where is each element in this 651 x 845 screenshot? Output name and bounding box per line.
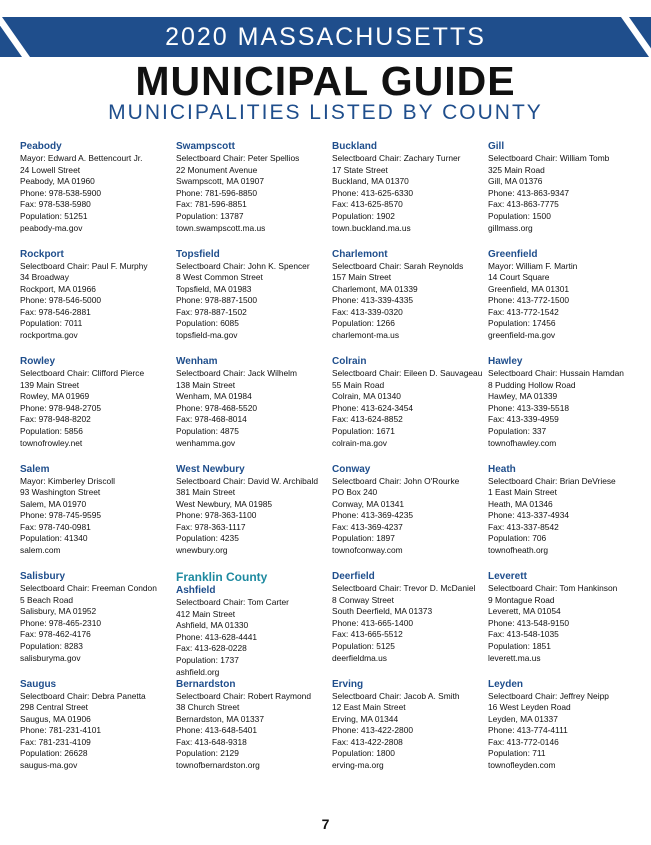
municipality-detail-line: Population: 1671 xyxy=(332,425,395,436)
municipality-detail-line: townofrowley.net xyxy=(20,437,83,448)
municipality-detail-line: Gill, MA 01376 xyxy=(488,176,543,187)
municipality-detail-line: Selectboard Chair: Tom Hankinson xyxy=(488,583,618,593)
municipality-detail-line: Selectboard Chair: Robert Raymond xyxy=(176,690,311,701)
municipality-detail-line: Population: 8283 xyxy=(20,640,83,651)
municipality-entry xyxy=(176,463,326,571)
municipality-detail-line: 8 Conway Street xyxy=(332,594,394,605)
municipality-detail-line: Phone: 413-422-2800 xyxy=(332,725,414,736)
page-number: 7 xyxy=(321,816,330,832)
column-3 xyxy=(332,140,482,785)
municipality-name: Peabody xyxy=(20,141,62,152)
municipality-detail-line: Rowley, MA 01969 xyxy=(20,391,90,402)
municipality-detail-line: Buckland, MA 01370 xyxy=(332,176,409,187)
municipality-detail-line: charlemont-ma.us xyxy=(332,330,400,341)
municipality-detail-line: Mayor: Edward A. Bettencourt Jr. xyxy=(20,153,143,163)
municipality-name: Charlemont xyxy=(332,248,388,260)
municipality-name: Greenfield xyxy=(488,248,538,260)
municipality-entry xyxy=(332,678,482,786)
municipality-detail-line: PO Box 240 xyxy=(332,487,378,498)
municipality-detail-line: Fax: 413-665-5512 xyxy=(332,629,403,640)
municipality-detail-line: Population: 1500 xyxy=(488,210,551,221)
municipality-detail-line: Selectboard Chair: Trevor D. McDaniel xyxy=(332,583,476,593)
municipality-detail-line: Population: 706 xyxy=(488,533,547,544)
municipality-detail-line: Population: 5125 xyxy=(332,640,395,651)
municipality-detail-line: Phone: 978-465-2310 xyxy=(20,617,102,628)
municipality-entry xyxy=(488,355,638,463)
municipality-detail-line: 412 Main Street xyxy=(176,608,236,619)
municipality-detail-line: Greenfield, MA 01301 xyxy=(488,283,570,294)
municipality-detail-line: Population: 1737 xyxy=(176,654,239,665)
municipality-detail-line: Phone: 413-624-3454 xyxy=(332,402,414,413)
municipality-detail-line: Selectboard Chair: Paul F. Murphy xyxy=(20,260,148,271)
municipality-name: Leverett xyxy=(488,571,527,582)
municipality-detail-line: Phone: 413-339-4335 xyxy=(332,295,414,306)
municipality-detail-line: colrain-ma.gov xyxy=(332,437,387,448)
municipality-detail-line: Fax: 413-548-1035 xyxy=(488,629,559,640)
municipality-detail-line: Population: 1897 xyxy=(332,533,395,544)
municipality-detail-line: Fax: 413-422-2808 xyxy=(332,736,403,747)
municipality-detail-line: Colrain, MA 01340 xyxy=(332,391,401,402)
municipality-entry xyxy=(488,140,638,248)
municipality-detail-line: wnewbury.org xyxy=(176,545,228,556)
municipality-detail-line: town.buckland.ma.us xyxy=(332,222,411,233)
municipality-detail-line: Salisbury, MA 01952 xyxy=(20,606,97,617)
municipality-entry xyxy=(20,463,170,571)
municipality-detail-line: wenhamma.gov xyxy=(176,437,236,448)
municipality-name: Rockport xyxy=(20,248,64,260)
municipality-detail-line: 9 Montague Road xyxy=(488,594,555,605)
municipality-detail-line: Fax: 413-369-4237 xyxy=(332,521,403,532)
municipality-detail-line: Population: 1902 xyxy=(332,210,395,221)
municipality-entry xyxy=(488,570,638,678)
municipality-detail-line: Phone: 413-625-6330 xyxy=(332,187,414,198)
municipality-detail-line: Leyden, MA 01337 xyxy=(488,713,558,724)
municipality-detail-line: 8 Pudding Hollow Road xyxy=(488,379,576,390)
municipality-detail-line: Population: 2129 xyxy=(176,748,239,759)
municipality-detail-line: Phone: 413-774-4111 xyxy=(488,725,568,736)
municipality-detail-line: 157 Main Street xyxy=(332,272,392,283)
municipality-detail-line: Topsfield, MA 01983 xyxy=(176,283,252,294)
municipality-detail-line: Fax: 781-596-8851 xyxy=(176,199,247,210)
municipality-detail-line: Conway, MA 01341 xyxy=(332,498,405,509)
municipality-detail-line: ashfield.org xyxy=(176,666,220,677)
municipality-detail-line: Phone: 413-628-4441 xyxy=(176,631,258,642)
municipality-detail-line: topsfield-ma.gov xyxy=(176,330,238,341)
municipality-detail-line: 139 Main Street xyxy=(20,379,80,390)
municipality-detail-line: Phone: 978-887-1500 xyxy=(176,295,258,306)
municipality-detail-line: Bernardston, MA 01337 xyxy=(176,713,264,724)
municipality-entry xyxy=(488,678,638,786)
municipality-name: Bernardston xyxy=(176,678,236,690)
municipality-detail-line: Selectboard Chair: Zachary Turner xyxy=(332,153,461,163)
municipality-detail-line: Fax: 978-462-4176 xyxy=(20,629,91,640)
municipality-detail-line: Population: 4875 xyxy=(176,425,239,436)
municipality-entry xyxy=(332,570,482,678)
municipality-detail-line: Fax: 413-772-0146 xyxy=(488,736,559,747)
municipality-detail-line: Fax: 413-339-4959 xyxy=(488,414,559,425)
municipality-entry xyxy=(176,355,326,463)
municipality-name: Wenham xyxy=(176,356,218,367)
municipality-detail-line: Selectboard Chair: John K. Spencer xyxy=(176,260,310,271)
municipality-detail-line: townofheath.org xyxy=(488,545,549,556)
county-heading: Franklin County xyxy=(176,570,268,584)
municipality-detail-line: peabody-ma.gov xyxy=(20,222,83,233)
municipality-detail-line: Fax: 413-863-7775 xyxy=(488,199,559,210)
municipality-detail-line: 381 Main Street xyxy=(176,487,236,498)
municipality-name: Colrain xyxy=(332,356,367,367)
municipality-detail-line: Erving, MA 01344 xyxy=(332,713,399,724)
municipality-detail-line: Saugus, MA 01906 xyxy=(20,713,91,724)
municipality-detail-line: 8 West Common Street xyxy=(176,272,263,283)
municipality-name: Conway xyxy=(332,463,371,475)
municipality-detail-line: South Deerfield, MA 01373 xyxy=(332,606,433,617)
municipality-detail-line: Selectboard Chair: Sarah Reynolds xyxy=(332,260,464,271)
municipality-detail-line: Leverett, MA 01054 xyxy=(488,606,561,617)
municipality-detail-line: Heath, MA 01346 xyxy=(488,498,553,509)
municipality-entry xyxy=(332,463,482,571)
municipality-detail-line: Selectboard Chair: Debra Panetta xyxy=(20,690,146,701)
municipality-detail-line: Fax: 978-546-2881 xyxy=(20,306,91,317)
municipality-detail-line: Selectboard Chair: John O'Rourke xyxy=(332,475,460,486)
municipality-detail-line: salem.com xyxy=(20,545,61,556)
municipality-entry xyxy=(332,248,482,356)
municipality-detail-line: Fax: 413-648-9318 xyxy=(176,736,247,747)
municipality-detail-line: Selectboard Chair: Freeman Condon xyxy=(20,583,157,593)
municipality-detail-line: Charlemont, MA 01339 xyxy=(332,283,418,294)
municipality-detail-line: Selectboard Chair: Peter Spellios xyxy=(176,153,300,163)
municipality-detail-line: Swampscott, MA 01907 xyxy=(176,176,264,187)
municipality-detail-line: 24 Lowell Street xyxy=(20,164,81,175)
municipality-detail-line: Population: 711 xyxy=(488,748,546,759)
municipality-detail-line: Fax: 413-628-0228 xyxy=(176,643,247,654)
municipality-detail-line: gillmass.org xyxy=(488,222,533,233)
municipality-detail-line: Population: 4235 xyxy=(176,533,239,544)
municipality-detail-line: Rockport, MA 01966 xyxy=(20,283,96,294)
column-2 xyxy=(176,140,326,785)
municipality-name: Swampscott xyxy=(176,141,235,152)
municipality-detail-line: Fax: 781-231-4109 xyxy=(20,736,91,747)
municipality-detail-line: Population: 41340 xyxy=(20,533,88,544)
municipality-detail-line: Ashfield, MA 01330 xyxy=(176,620,249,631)
municipality-detail-line: 17 State Street xyxy=(332,164,388,175)
municipality-detail-line: Phone: 413-665-1400 xyxy=(332,617,414,628)
municipality-detail-line: Fax: 413-625-8570 xyxy=(332,199,403,210)
municipality-detail-line: Selectboard Chair: Tom Carter xyxy=(176,597,289,607)
municipality-detail-line: 16 West Leyden Road xyxy=(488,702,571,713)
municipality-detail-line: 5 Beach Road xyxy=(20,594,74,605)
municipality-detail-line: 93 Washington Street xyxy=(20,487,101,498)
municipality-detail-line: Population: 7011 xyxy=(20,318,83,329)
municipality-detail-line: Fax: 978-468-8014 xyxy=(176,414,247,425)
municipality-detail-line: Phone: 781-596-8850 xyxy=(176,187,258,198)
municipality-name: Hawley xyxy=(488,356,523,367)
municipality-detail-line: Phone: 413-648-5401 xyxy=(176,725,258,736)
municipality-detail-line: leverett.ma.us xyxy=(488,652,541,663)
municipality-name: Erving xyxy=(332,678,364,690)
column-4 xyxy=(488,140,638,785)
municipality-name: Topsfield xyxy=(176,248,220,260)
year-title: 2020 MASSACHUSETTS xyxy=(165,23,486,51)
municipality-detail-line: Population: 1800 xyxy=(332,748,395,759)
municipality-detail-line: 12 East Main Street xyxy=(332,702,406,713)
municipality-detail-line: Fax: 978-363-1117 xyxy=(176,521,246,532)
municipality-detail-line: Selectboard Chair: William Tomb xyxy=(488,153,610,163)
municipality-detail-line: Phone: 413-339-5518 xyxy=(488,402,570,413)
municipality-detail-line: Salem, MA 01970 xyxy=(20,498,87,509)
municipality-detail-line: Population: 1266 xyxy=(332,318,395,329)
municipality-detail-line: Phone: 413-772-1500 xyxy=(488,295,570,306)
municipality-detail-line: Phone: 978-538-5900 xyxy=(20,187,102,198)
municipality-detail-line: Selectboard Chair: Brian DeVriese xyxy=(488,475,616,486)
municipality-name: Salisbury xyxy=(20,571,66,582)
municipality-entry xyxy=(20,140,170,248)
municipality-entry xyxy=(20,355,170,463)
municipality-detail-line: Fax: 413-624-8852 xyxy=(332,414,403,425)
municipality-detail-line: Phone: 978-546-5000 xyxy=(20,295,102,306)
municipality-detail-line: 34 Broadway xyxy=(20,272,69,283)
municipality-detail-line: Phone: 413-863-9347 xyxy=(488,187,570,198)
municipality-detail-line: Fax: 978-538-5980 xyxy=(20,199,91,210)
municipality-detail-line: salisburyma.gov xyxy=(20,652,81,663)
municipality-detail-line: townofhawley.com xyxy=(488,437,557,448)
column-1 xyxy=(20,140,170,785)
municipality-name: Buckland xyxy=(332,141,378,152)
municipality-detail-line: Mayor: Kimberley Driscoll xyxy=(20,475,115,486)
municipality-detail-line: greenfield-ma.gov xyxy=(488,330,556,341)
municipality-detail-line: deerfieldma.us xyxy=(332,652,387,663)
municipality-detail-line: Selectboard Chair: David W. Archibald xyxy=(176,475,318,486)
municipality-name: Deerfield xyxy=(332,571,375,582)
municipality-detail-line: Fax: 413-339-0320 xyxy=(332,306,403,317)
municipality-entry xyxy=(20,678,170,786)
municipality-entry xyxy=(20,248,170,356)
municipality-name: Ashfield xyxy=(176,585,216,596)
municipality-detail-line: Population: 337 xyxy=(488,425,547,436)
municipality-detail-line: Population: 5856 xyxy=(20,425,83,436)
municipality-detail-line: West Newbury, MA 01985 xyxy=(176,498,273,509)
municipality-name: West Newbury xyxy=(176,463,245,475)
municipality-entry xyxy=(488,463,638,571)
municipality-name: Salem xyxy=(20,463,50,475)
municipality-detail-line: Population: 17456 xyxy=(488,318,556,329)
municipality-detail-line: Phone: 978-745-9595 xyxy=(20,510,102,521)
municipality-detail-line: Selectboard Chair: Jack Wilhelm xyxy=(176,368,298,378)
municipality-detail-line: townofleyden.com xyxy=(488,760,556,771)
municipality-detail-line: Fax: 978-887-1502 xyxy=(176,306,247,317)
municipality-detail-line: 325 Main Road xyxy=(488,164,545,175)
municipality-detail-line: rockportma.gov xyxy=(20,330,78,341)
municipality-detail-line: townofconway.com xyxy=(332,545,403,556)
municipality-entry xyxy=(176,248,326,356)
municipality-entry xyxy=(176,140,326,248)
municipality-detail-line: town.swampscott.ma.us xyxy=(176,222,266,233)
municipality-name: Heath xyxy=(488,463,516,475)
municipality-detail-line: 138 Main Street xyxy=(176,379,236,390)
municipality-name: Rowley xyxy=(20,356,56,367)
municipality-detail-line: Fax: 978-740-0981 xyxy=(20,521,91,532)
municipality-entry xyxy=(332,355,482,463)
municipality-detail-line: Fax: 413-337-8542 xyxy=(488,521,559,532)
municipality-detail-line: 22 Monument Avenue xyxy=(176,164,258,175)
municipality-name: Saugus xyxy=(20,678,57,690)
municipality-detail-line: Mayor: William F. Martin xyxy=(488,260,578,271)
municipality-name: Gill xyxy=(488,141,505,152)
municipality-entry xyxy=(176,570,326,678)
sub-title: MUNICIPALITIES LISTED BY COUNTY xyxy=(108,101,543,124)
municipality-detail-line: erving-ma.org xyxy=(332,760,384,771)
municipality-detail-line: Population: 13787 xyxy=(176,210,244,221)
municipality-detail-line: Population: 6085 xyxy=(176,318,239,329)
municipality-detail-line: Population: 1851 xyxy=(488,640,551,651)
municipality-detail-line: Peabody, MA 01960 xyxy=(20,176,95,187)
municipality-detail-line: Phone: 781-231-4101 xyxy=(20,725,102,736)
municipality-detail-line: Phone: 413-369-4235 xyxy=(332,510,414,521)
municipality-detail-line: Selectboard Chair: Hussain Hamdan xyxy=(488,368,624,378)
municipality-detail-line: saugus-ma.gov xyxy=(20,760,78,771)
municipality-detail-line: 14 Court Square xyxy=(488,272,550,283)
municipality-detail-line: 1 East Main Street xyxy=(488,487,557,498)
municipality-detail-line: Phone: 978-363-1100 xyxy=(176,510,257,521)
municipality-detail-line: Hawley, MA 01339 xyxy=(488,391,558,402)
municipality-detail-line: Selectboard Chair: Jacob A. Smith xyxy=(332,690,460,701)
municipality-detail-line: Phone: 413-337-4934 xyxy=(488,510,570,521)
municipality-detail-line: Fax: 413-772-1542 xyxy=(488,306,559,317)
municipality-detail-line: 38 Church Street xyxy=(176,702,240,713)
municipality-detail-line: Population: 26628 xyxy=(20,748,88,759)
municipality-detail-line: Fax: 978-948-8202 xyxy=(20,414,91,425)
municipality-detail-line: 298 Central Street xyxy=(20,702,88,713)
municipality-detail-line: townofbernardston.org xyxy=(176,760,260,771)
municipality-detail-line: Phone: 413-548-9150 xyxy=(488,617,570,628)
municipality-detail-line: 55 Main Road xyxy=(332,379,385,390)
municipality-detail-line: Selectboard Chair: Clifford Pierce xyxy=(20,368,145,378)
municipality-detail-line: Selectboard Chair: Eileen D. Sauvageau xyxy=(332,368,482,378)
municipality-entry xyxy=(20,570,170,678)
municipality-name: Leyden xyxy=(488,678,524,690)
municipality-entry xyxy=(332,140,482,248)
municipality-detail-line: Population: 51251 xyxy=(20,210,88,221)
main-title: MUNICIPAL GUIDE xyxy=(135,58,516,104)
municipality-detail-line: Selectboard Chair: Jeffrey Neipp xyxy=(488,690,609,701)
municipality-detail-line: Phone: 978-948-2705 xyxy=(20,402,102,413)
municipality-detail-line: Phone: 978-468-5520 xyxy=(176,402,258,413)
municipality-entry xyxy=(176,678,326,786)
municipality-detail-line: Wenham, MA 01984 xyxy=(176,391,252,402)
municipality-entry xyxy=(488,248,638,356)
